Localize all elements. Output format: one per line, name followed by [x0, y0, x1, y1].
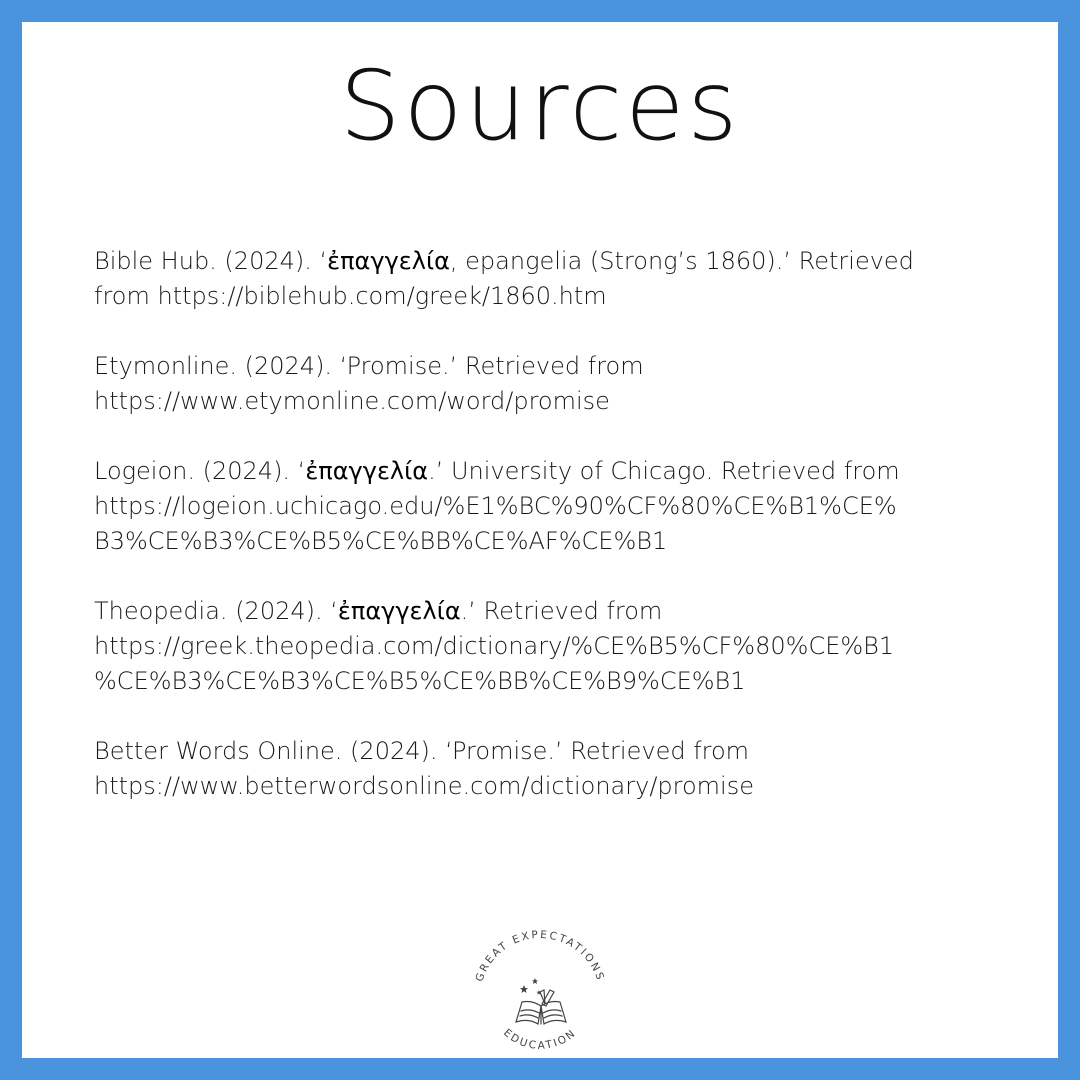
greek-word: ἐπαγγελία: [337, 597, 461, 625]
source-url-line: https://www.betterwordsonline.com/dictionary/promise: [94, 772, 754, 800]
logo-bottom-text: EDUCATION: [501, 1026, 579, 1052]
source-line: Logeion. (2024). ‘ἐπαγγελία.’ University of Chicago. Retrieved from: [94, 457, 900, 485]
source-entry-logeion: [94, 454, 994, 559]
greek-word: ἐπαγγελία: [327, 247, 450, 275]
source-url-line: https://www.etymonline.com/word/promise: [94, 387, 610, 415]
source-url-line: %CE%B3%CE%B3%CE%B5%CE%BB%CE%B9%CE%B1: [94, 667, 746, 695]
source-line: Theopedia. (2024). ‘ἐπαγγελία.’ Retrieved from: [94, 597, 663, 625]
sources-list: [94, 244, 994, 839]
great-expectations-logo: [462, 918, 618, 1074]
source-entry-etymonline: [94, 349, 994, 419]
source-line: Bible Hub. (2024). ‘ἐπαγγελία, epangelia (Strong’s 1860).’ Retrieved: [94, 247, 914, 275]
source-url-line: B3%CE%B3%CE%B5%CE%BB%CE%AF%CE%B1: [94, 527, 668, 555]
source-entry-theopedia: [94, 594, 994, 699]
source-url-line: https://logeion.uchicago.edu/%E1%BC%90%CF%80%CE%B1%CE%: [94, 492, 897, 520]
source-line: Better Words Online. (2024). ‘Promise.’ Retrieved from: [94, 737, 750, 765]
page-title: Sources: [339, 50, 741, 162]
logo-top-text: GREAT EXPECTATIONS: [473, 928, 607, 984]
source-url-line: https://greek.theopedia.com/dictionary/%CE%B5%CF%80%CE%B1: [94, 632, 895, 660]
source-line: Etymonline. (2024). ‘Promise.’ Retrieved from: [94, 352, 644, 380]
star-icon: [520, 978, 542, 995]
sources-card: [22, 22, 1058, 1058]
source-url-line: from https://biblehub.com/greek/1860.htm: [94, 282, 607, 310]
open-book-icon: [516, 990, 566, 1024]
greek-word: ἐπαγγελία: [305, 457, 429, 485]
source-entry-better-words: [94, 734, 994, 804]
source-entry-bible-hub: [94, 244, 994, 314]
